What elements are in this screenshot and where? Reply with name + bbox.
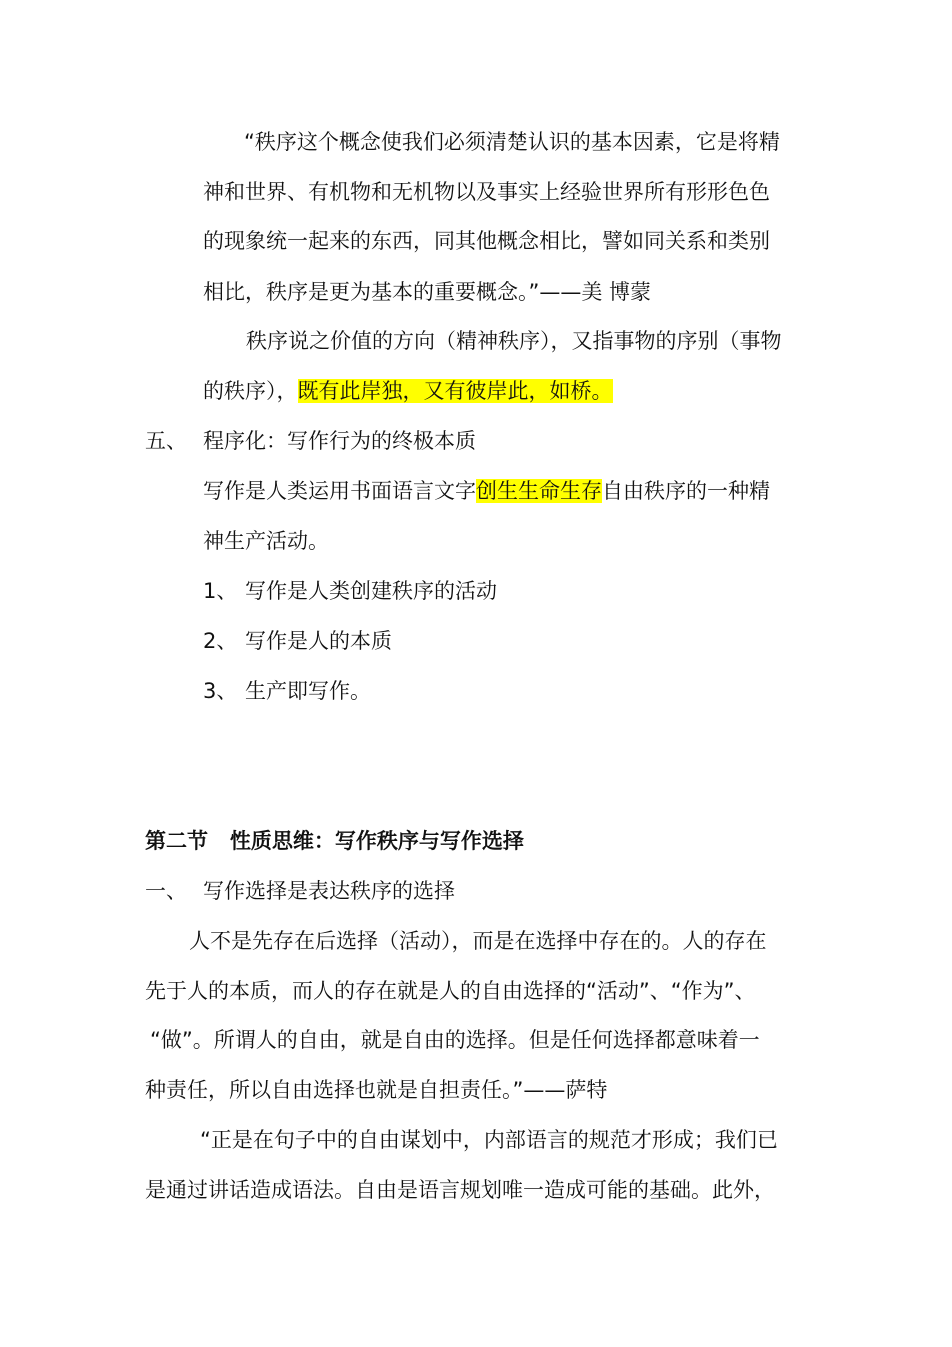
sartre-quote-line-2: 先于人的本质，而人的存在就是人的自由选择的“活动”、“作为”、 [145, 979, 756, 1003]
list-item-number: 2、 [203, 629, 238, 653]
quote-line-4: 相比，秩序是更为基本的重要概念。”——美 博蒙 [203, 280, 652, 304]
writing-definition-line-1 [203, 476, 770, 506]
subsection-title: 写作选择是表达秩序的选择 [203, 879, 455, 903]
writing-definition-line-2: 神生产活动。 [203, 529, 329, 553]
subsection-marker: 一、 [145, 879, 187, 903]
writing-definition-prefix: 写作是人类运用书面语言文字 [203, 479, 476, 503]
list-item-number: 3、 [203, 679, 238, 703]
list-item-number: 1、 [203, 579, 238, 603]
order-paragraph-line-2 [203, 376, 613, 406]
highlighted-text: 既有此岸独，又有彼岸此，如桥。 [297, 379, 613, 403]
order-paragraph-text: 的秩序）， [203, 379, 298, 403]
section-five-title: 程序化：写作行为的终极本质 [203, 429, 476, 453]
sartre-quote-line-1: 人不是先存在后选择（活动），而是在选择中存在的。人的存在 [189, 929, 767, 953]
language-quote-line-1: “正是在句子中的自由谋划中，内部语言的规范才形成；我们已 [200, 1128, 778, 1152]
section-five-marker: 五、 [145, 429, 187, 453]
list-item-text: 生产即写作。 [245, 679, 371, 703]
list-item-text: 写作是人类创建秩序的活动 [245, 579, 497, 603]
sartre-quote-line-3: “做”。所谓人的自由，就是自由的选择。但是任何选择都意味着一 [150, 1028, 760, 1052]
section-heading: 第二节 性质思维：写作秩序与写作选择 [145, 829, 524, 853]
highlighted-text: 创生生命生存 [476, 479, 602, 503]
quote-line-3: 的现象统一起来的东西，同其他概念相比，譬如同关系和类别 [203, 229, 770, 253]
sartre-quote-line-4: 种责任，所以自由选择也就是自担责任。”——萨特 [145, 1078, 608, 1102]
language-quote-line-2: 是通过讲话造成语法。自由是语言规划唯一造成可能的基础。此外， [145, 1178, 775, 1202]
order-paragraph-line-1: 秩序说之价值的方向（精神秩序），又指事物的序别（事物 [246, 329, 782, 353]
list-item-text: 写作是人的本质 [245, 629, 392, 653]
quote-line-1: “秩序这个概念使我们必须清楚认识的基本因素，它是将精 [244, 130, 780, 154]
quote-line-2: 神和世界、有机物和无机物以及事实上经验世界所有形形色色 [203, 180, 770, 204]
writing-definition-suffix: 自由秩序的一种精 [602, 479, 770, 503]
